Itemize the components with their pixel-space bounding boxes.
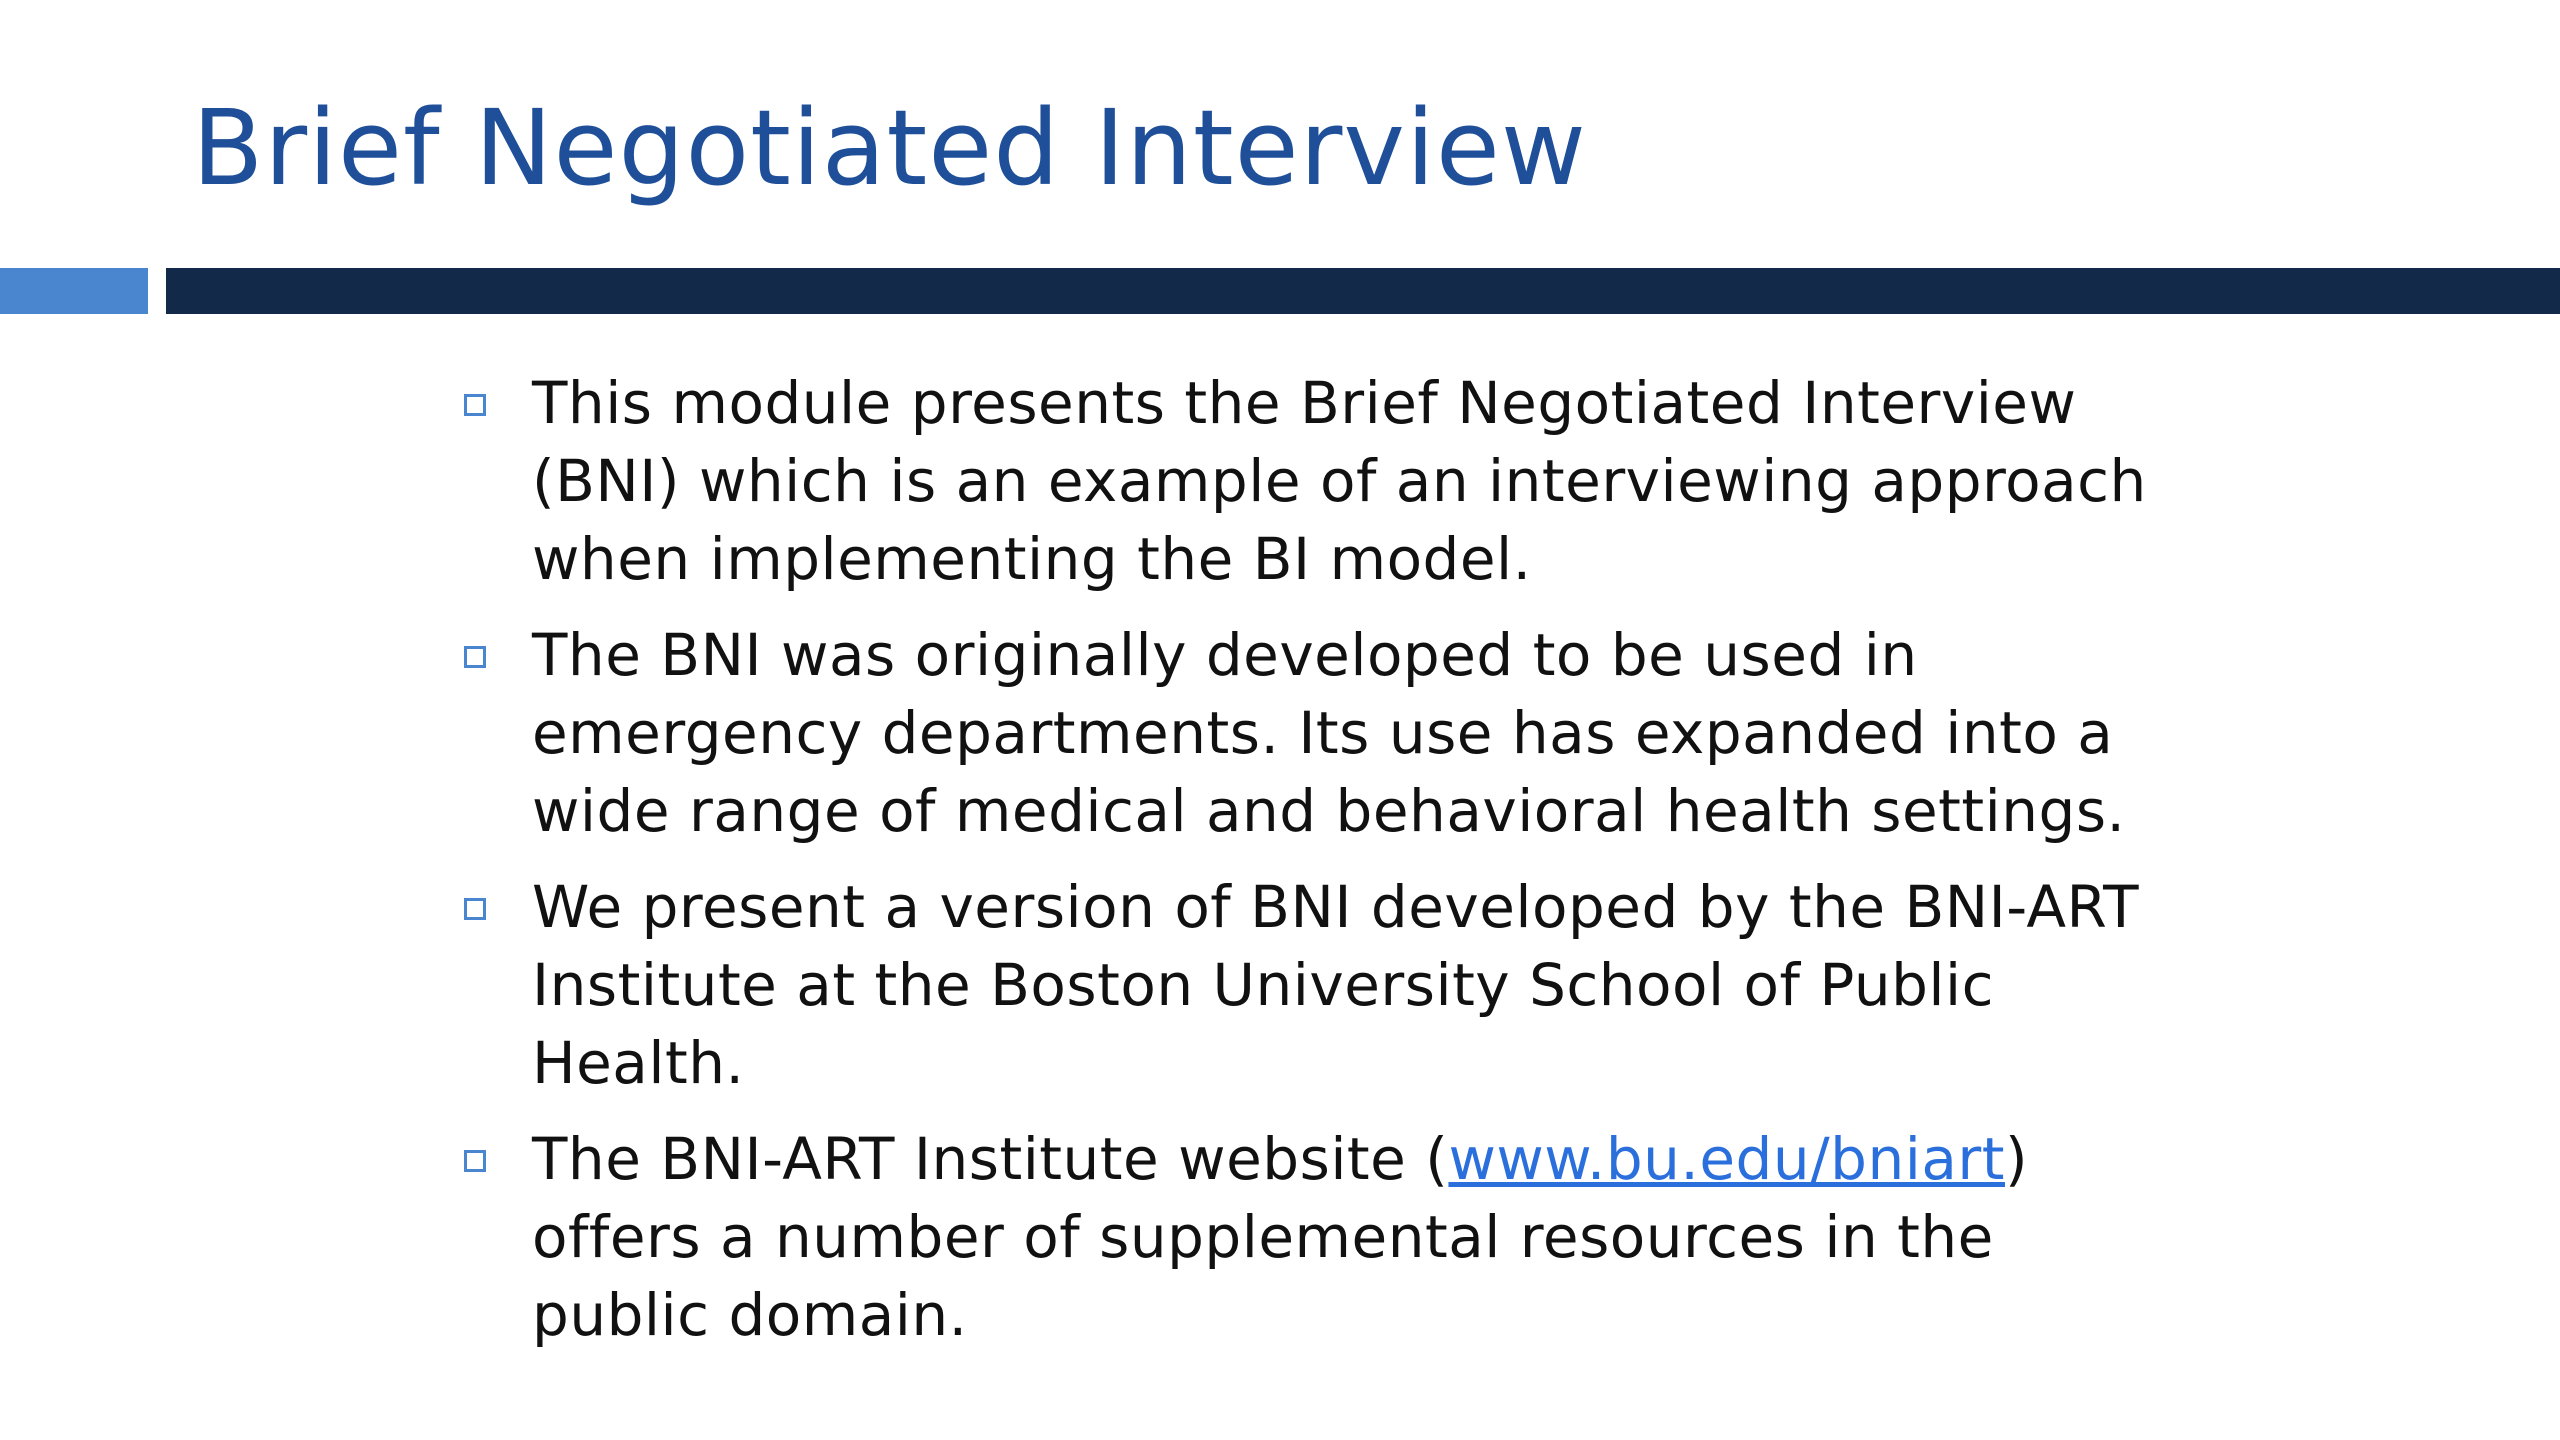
title-rule-bar: [166, 268, 2560, 314]
square-bullet-icon: [464, 898, 486, 920]
website-link[interactable]: www.bu.edu/bniart: [1448, 1125, 2005, 1193]
bullet-item: [464, 1120, 2184, 1354]
bullet-text-before-link: The BNI-ART Institute website (: [532, 1125, 1449, 1193]
bullet-text-after-link: ) offers a number of supplemental resources in the public domain.: [532, 1125, 2029, 1349]
title-rule-accent: [0, 268, 148, 314]
square-bullet-icon: [464, 646, 486, 668]
bullet-list: [464, 364, 2184, 1372]
bullet-text: The BNI was originally developed to be used in emergency departments. Its use has expanded into a wide range of medical and behavioral health settings.: [532, 621, 2126, 845]
bullet-item: [464, 364, 2184, 598]
square-bullet-icon: [464, 394, 486, 416]
slide-title: Brief Negotiated Interview: [192, 87, 1587, 209]
square-bullet-icon: [464, 1150, 486, 1172]
bullet-item: [464, 868, 2184, 1102]
bullet-item: [464, 616, 2184, 850]
bullet-text: This module presents the Brief Negotiated Interview (BNI) which is an example of an interviewing approach when implementing the BI model.: [532, 369, 2147, 593]
bullet-text: We present a version of BNI developed by the BNI-ART Institute at the Boston University School of Public Health.: [532, 873, 2140, 1097]
bullet-text: [532, 1120, 2184, 1354]
